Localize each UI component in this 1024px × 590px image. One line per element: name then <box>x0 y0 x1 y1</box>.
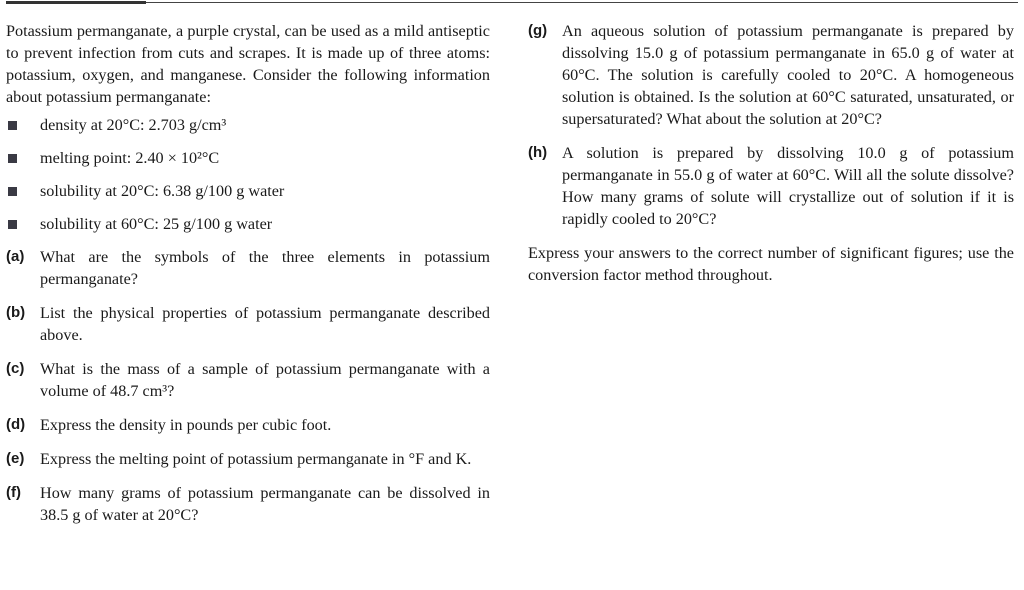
question-a <box>6 246 490 290</box>
question-text: Express the density in pounds per cubic foot. <box>40 416 332 434</box>
property-item <box>6 213 490 235</box>
left-column <box>6 20 490 538</box>
question-text: List the physical properties of potassium permanganate described above. <box>40 304 490 344</box>
closing-note: Express your answers to the correct number of significant figures; use the conversion factor method throughout. <box>528 244 1014 284</box>
square-bullet-icon <box>8 220 17 229</box>
property-text: solubility at 60°C: 25 g/100 g water <box>40 215 273 233</box>
property-list <box>6 114 490 235</box>
right-column <box>528 20 1014 286</box>
property-text: melting point: 2.40 × 10²°C <box>40 149 220 167</box>
question-letter: (b) <box>6 304 26 321</box>
question-text: How many grams of potassium permanganate can be dissolved in 38.5 g of water at 20°C? <box>40 484 490 524</box>
question-g <box>528 20 1014 130</box>
intro-paragraph: Potassium permanganate, a purple crystal, can be used as a mild antiseptic to prevent infection from cuts and scrapes. It is made up of three atoms: potassium, oxygen, and manganese. Consider the following information about potassium permanganate: <box>6 22 490 106</box>
square-bullet-icon <box>8 187 17 196</box>
question-text: What is the mass of a sample of potassium permanganate with a volume of 48.7 cm³? <box>40 360 490 400</box>
property-item <box>6 147 490 169</box>
property-item <box>6 180 490 202</box>
question-letter: (a) <box>6 248 25 265</box>
question-letter: (e) <box>6 450 25 467</box>
property-item <box>6 114 490 136</box>
question-letter: (d) <box>6 416 26 433</box>
question-f <box>6 482 490 526</box>
question-letter: (c) <box>6 360 25 377</box>
question-c <box>6 358 490 402</box>
question-text: Express the melting point of potassium permanganate in °F and K. <box>40 450 472 468</box>
question-e <box>6 448 490 470</box>
question-d <box>6 414 490 436</box>
property-text: density at 20°C: 2.703 g/cm³ <box>40 116 227 134</box>
question-letter: (f) <box>6 484 21 501</box>
question-text: An aqueous solution of potassium permanganate is prepared by dissolving 15.0 g of potassium permanganate in 65.0 g of water at 60°C. The solution is carefully cooled to 20°C. A homogeneous solution is obtained. Is the solution at 60°C saturated, unsaturated, or supersaturated? What about the solution at 20°C? <box>562 22 1014 128</box>
question-text: What are the symbols of the three elements in potassium permanganate? <box>40 248 490 288</box>
top-rule <box>6 2 1018 3</box>
top-rule-accent <box>6 1 146 4</box>
square-bullet-icon <box>8 154 17 163</box>
question-letter: (g) <box>528 22 548 39</box>
square-bullet-icon <box>8 121 17 130</box>
question-h <box>528 142 1014 230</box>
question-b <box>6 302 490 346</box>
question-letter: (h) <box>528 144 548 161</box>
question-text: A solution is prepared by dissolving 10.0 g of potassium permanganate in 55.0 g of water at 60°C. Will all the solute dissolve? How many grams of solute will crystallize out of solution if it is rapidly cooled to 20°C? <box>562 144 1014 228</box>
property-text: solubility at 20°C: 6.38 g/100 g water <box>40 182 285 200</box>
